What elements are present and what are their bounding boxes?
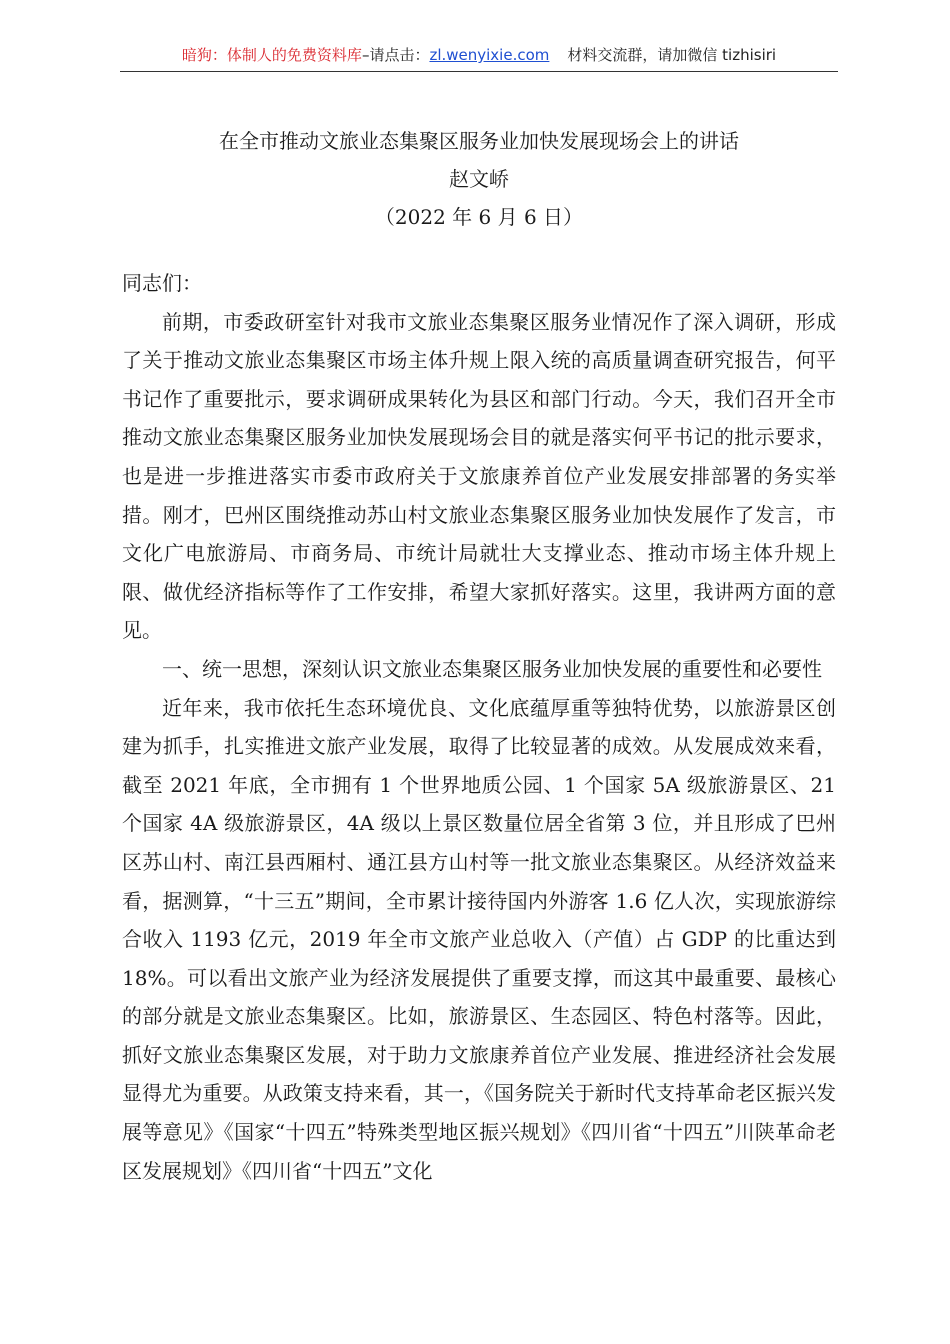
header-wechat-note: 材料交流群，请加微信 tizhisiri	[567, 46, 777, 64]
document-author: 赵文峤	[449, 167, 509, 191]
document-title: 在全市推动文旅业态集聚区服务业加快发展现场会上的讲话	[219, 129, 739, 153]
section-heading-1: 一、统一思想，深刻认识文旅业态集聚区服务业加快发展的重要性和必要性	[162, 656, 822, 681]
paragraph-achievements: 近年来，我市依托生态环境优良、文化底蕴厚重等独特优势，以旅游景区创建为抓手，扎实推进文旅产业发展，取得了比较显著的成效。从发展成效来看，截至 2021 年底，全市拥有 1 个世界地质公园、1 个国家 5A 级旅游景区、21 个国家 4A 级旅游景区，4A 级以上景区数量位居全省第 3 位，并且形成了巴州区苏山村、南江县西厢村、通江县方山村等一批文旅业态集聚区。从经济效益来看，据测算，“十三五”期间，全市累计接待国内外游客 1.6 亿人次，实现旅游综合收入 1193 亿元，2019 年全市文旅产业总收入（产值）占 GDP 的比重达到 18%。可以看出文旅产业为经济发展提供了重要支撑，而这其中最重要、最核心的部分就是文旅业态集聚区。比如，旅游景区、生态园区、特色村落等。因此，抓好文旅业态集聚区发展，对于助力文旅康养首位产业发展、推进经济社会发展显得尤为重要。从政策支持来看，其一，《国务院关于新时代支持革命老区振兴发展等意见》《国家“十四五”特殊类型地区振兴规划》《四川省“十四五”川陕革命老区发展规划》《四川省“十四五”文化	[122, 695, 836, 1183]
title-block	[120, 122, 838, 236]
header-site-name: 暗狗：体制人的免费资料库	[181, 46, 362, 64]
salutation: 同志们：	[122, 271, 202, 295]
document-date: （2022 年 6 月 6 日）	[374, 205, 584, 229]
paragraph-intro: 前期，市委政研室针对我市文旅业态集聚区服务业情况作了深入调研，形成了关于推动文旅业态集聚区市场主体升规上限入统的高质量调查研究报告，何平书记作了重要批示，要求调研成果转化为县区和部门行动。今天，我们召开全市推动文旅业态集聚区服务业加快发展现场会目的就是落实何平书记的批示要求，也是进一步推进落实市委市政府关于文旅康养首位产业发展安排部署的务实举措。刚才，巴州区围绕推动苏山村文旅业态集聚区服务业加快发展作了发言，市文化广电旅游局、市商务局、市统计局就壮大支撑业态、推动市场主体升规上限、做优经济指标等作了工作安排，希望大家抓好落实。这里，我讲两方面的意见。	[122, 309, 836, 643]
document-body	[122, 264, 836, 1190]
header-url-link[interactable]: zl.wenyixie.com	[429, 46, 550, 64]
page-header	[120, 44, 838, 70]
header-divider	[120, 71, 838, 72]
header-click-prompt: –请点击：	[361, 46, 430, 64]
